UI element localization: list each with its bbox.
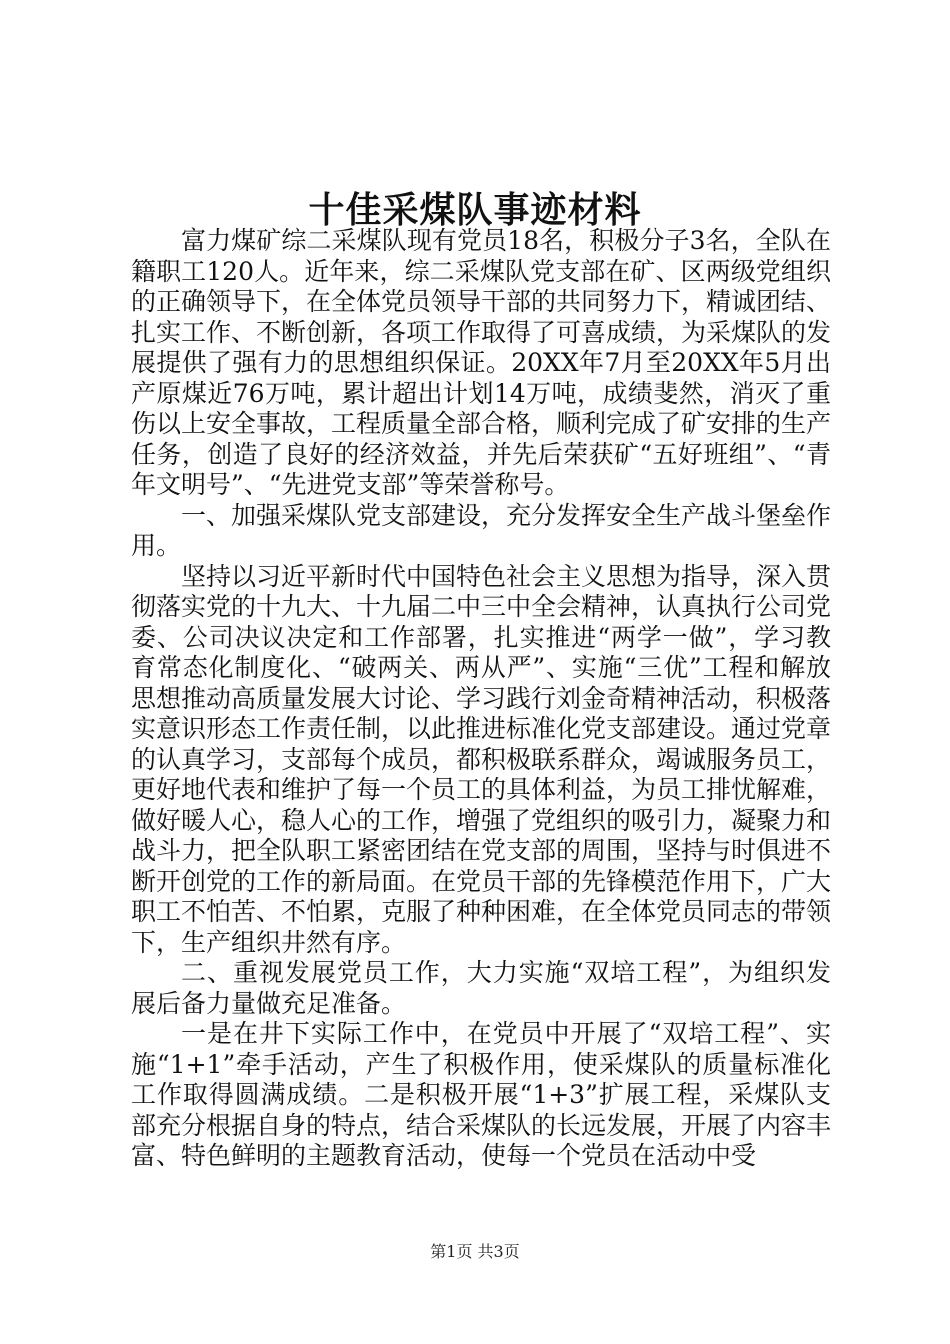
document-body <box>131 226 831 1172</box>
document-title: 十佳采煤队事迹材料 <box>308 189 642 231</box>
paragraph-section-2-heading: 二、重视发展党员工作，大力实施“双培工程”，为组织发展后备力量做充足准备。 <box>131 958 831 1018</box>
page-footer: 第1页 共3页 <box>430 1242 520 1261</box>
paragraph-section-2-body: 一是在井下实际工作中，在党员中开展了“双培工程”、实施“1+1”牵手活动，产生了积极作用，使采煤队的质量标准化工作取得圆满成绩。二是积极开展“1+3”扩展工程，采煤队支部充分根据自身的特点，结合采煤队的长远发展，开展了内容丰富、特色鲜明的主题教育活动，使每一个党员在活动中受 <box>131 1019 832 1170</box>
paragraph-section-1-body: 坚持以习近平新时代中国特色社会主义思想为指导，深入贯彻落实党的十九大、十九届二中三中全会精神，认真执行公司党委、公司决议决定和工作部署，扎实推进“两学一做”，学习教育常态化制度化、“破两关、两从严”、实施“三优”工程和解放思想推动高质量发展大讨论、学习践行刘金奇精神活动，积极落实意识形态工作责任制，以此推进标准化党支部建设。通过党章的认真学习，支部每个成员，都积极联系群众，竭诚服务员工，更好地代表和维护了每一个员工的具体利益，为员工排忧解难，做好暖人心，稳人心的工作，增强了党组织的吸引力，凝聚力和战斗力，把全队职工紧密团结在党支部的周围，坚持与时俱进不断开创党的工作的新局面。在党员干部的先锋模范作用下，广大职工不怕苦、不怕累，克服了种种困难，在全体党员同志的带领下，生产组织井然有序。 <box>131 561 832 957</box>
paragraph-intro: 富力煤矿综二采煤队现有党员18名，积极分子3名，全队在籍职工120人。近年来，综二采煤队党支部在矿、区两级党组织的正确领导下，在全体党员领导干部的共同努力下，精诚团结、扎实工作、不断创新，各项工作取得了可喜成绩，为采煤队的发展提供了强有力的思想组织保证。20XX年7月至20XX年5月出产原煤近76万吨，累计超出计划14万吨，成绩斐然，消灭了重伤以上安全事故，工程质量全部合格，顺利完成了矿安排的生产任务，创造了良好的经济效益，并先后荣获矿“五好班组”、“青年文明号”、“先进党支部”等荣誉称号。 <box>131 226 832 499</box>
paragraph-section-1-heading: 一、加强采煤队党支部建设，充分发挥安全生产战斗堡垒作用。 <box>131 500 832 560</box>
